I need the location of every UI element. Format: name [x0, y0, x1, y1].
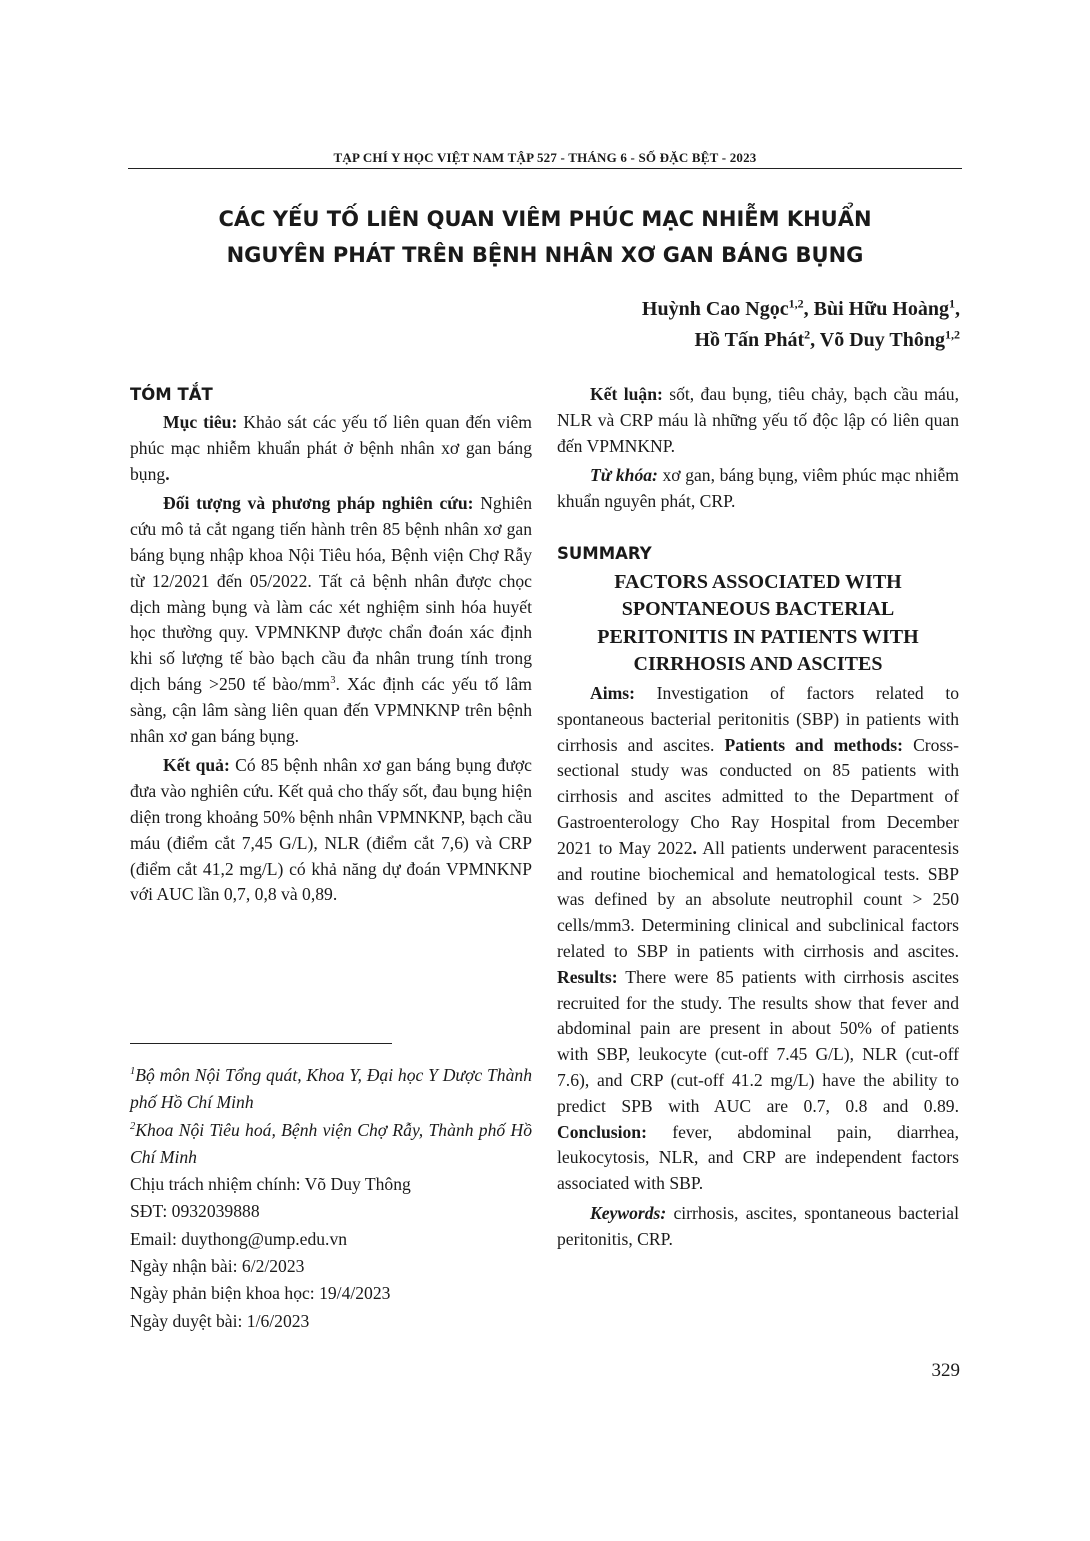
- corresponding-author: Chịu trách nhiệm chính: Võ Duy Thông: [130, 1174, 411, 1195]
- author-name: Hồ Tấn Phát: [694, 329, 805, 351]
- author-name: Huỳnh Cao Ngọc: [641, 298, 789, 320]
- abstract-aims: [130, 410, 532, 487]
- methods-label: Đối tượng và phương pháp nghiên cứu:: [163, 493, 474, 514]
- footnotes: [130, 1062, 532, 1335]
- methods-text: Nghiên cứu mô tả cắt ngang tiến hành trên 85 bệnh nhân xơ gan báng bụng nhập khoa Nội Tiêu hóa, Bệnh viện Chợ Rẫy từ 12/2021 đến 05/2022. Tất cả bệnh nhân được chọc dịch màng bụng và làm các xét nghiệm sinh hóa huyết học thường quy. VPMNKNP được chẩn đoán xác định khi số lượng tế bào bạch cầu đa nhân trung tính trong dịch báng >250 tế bào/mm: [130, 493, 532, 694]
- keywords-label-vi: Từ khóa:: [590, 465, 658, 486]
- aims-label-en: Aims:: [590, 682, 635, 703]
- aims-text: Khảo sát các yếu tố liên quan đến viêm phúc mạc nhiễm khuẩn phát ở bệnh nhân xơ gan báng bụng: [130, 412, 532, 484]
- results-label: Kết quả:: [163, 755, 230, 776]
- author-separator: ,: [955, 298, 960, 320]
- author-separator: ,: [803, 298, 814, 320]
- conclusion-label-vi: Kết luận:: [590, 384, 663, 404]
- summary-body: [557, 681, 959, 1197]
- abstract-heading: TÓM TẮT: [130, 385, 213, 404]
- author-name: Võ Duy Thông: [819, 329, 945, 351]
- keywords-label-en: Keywords:: [590, 1202, 667, 1223]
- author-separator: ,: [810, 329, 820, 351]
- summary-title-line: SPONTANEOUS BACTERIAL: [621, 598, 895, 621]
- abstract-results: [130, 753, 532, 908]
- author-affiliation: 1,2: [945, 327, 960, 342]
- accepted-date: Ngày duyệt bài: 1/6/2023: [130, 1310, 310, 1331]
- affiliation-2: [130, 1117, 532, 1172]
- author-affiliation: 1: [949, 296, 955, 311]
- footnote-rule: [130, 1043, 392, 1044]
- author-name: Bùi Hữu Hoàng: [813, 298, 949, 320]
- article-title: [128, 201, 962, 273]
- received-date: Ngày nhận bài: 6/2/2023: [130, 1256, 305, 1277]
- methods-dot-en: .: [692, 837, 697, 858]
- aims-text-en: Investigation of factors related to spontaneous bacterial peritonitis (SBP) in patients with cirrhosis and ascites.: [557, 682, 959, 755]
- methods-text-en-2: All patients underwent paracentesis and routine biochemical and hematological tests. SBP was defined by an absolute neutrophil count > 250 cells/mm3. Determining clinical and subclinical factors related to SBP in patients with cirrhosis and ascites.: [557, 837, 959, 961]
- methods-text-2: . Xác định các yếu tố lâm sàng, cận lâm sàng liên quan đến VPMNKNP trên bệnh nhân xơ gan báng bụng.: [130, 673, 532, 746]
- methods-label-en: Patients and methods:: [724, 734, 903, 755]
- results-text-en: There were 85 patients with cirrhosis ascites recruited for the study. The results show that fever and abdominal pain are present in about 50% of patients with SBP, leukocyte (cut-off 7.45 G/L), NLR (cut-off 7.6), and CRP (cut-off 41.2 mg/L) have the ability to predict SPB with AUC are 0.7, 0.8 and 0.89.: [557, 966, 959, 1116]
- affiliation-1-text: Bộ môn Nội Tổng quát, Khoa Y, Đại học Y Dược Thành phố Hồ Chí Minh: [130, 1065, 532, 1113]
- results-text: Có 85 bệnh nhân xơ gan báng bụng được đưa vào nghiên cứu. Kết quả cho thấy sốt, đau bụng hiện diện trong khoảng 50% bệnh nhân VPMNKNP, bạch cầu máu (điểm cắt 7,45 G/L), NLR (điểm cắt 7,6) và CRP (điểm cắt 41,2 mg/L) có khả năng dự đoán VPMNKNP với AUC lần 0,7, 0,8 và 0,89.: [130, 755, 532, 905]
- methods-text-en: Cross-sectional study was conducted on 85 patients with cirrhosis and ascites admitted to the Department of Gastroenterology Cho Ray Hospital from December 2021 to May 2022: [557, 734, 960, 858]
- author-affiliation: 2: [804, 327, 811, 342]
- title-line-1: CÁC YẾU TỐ LIÊN QUAN VIÊM PHÚC MẠC NHIỄM KHUẨN: [218, 207, 872, 231]
- summary-heading: SUMMARY: [557, 543, 652, 563]
- title-line-2: NGUYÊN PHÁT TRÊN BỆNH NHÂN XƠ GAN BÁNG BỤNG: [226, 243, 864, 267]
- author-line-2: [642, 325, 960, 356]
- abstract-methods: [130, 491, 532, 749]
- abstract-keywords: [557, 463, 959, 515]
- header-rule: [128, 168, 962, 169]
- page-number: 329: [931, 1360, 960, 1381]
- conclusion-label-en: Conclusion:: [557, 1121, 647, 1142]
- affiliation-1: [130, 1062, 532, 1117]
- summary-keywords: [557, 1201, 959, 1253]
- phone: SĐT: 0932039888: [130, 1201, 260, 1222]
- keywords-text-vi: xơ gan, báng bụng, viêm phúc mạc nhiễm khuẩn nguyên phát, CRP.: [557, 465, 959, 512]
- conclusion-text-en: fever, abdominal pain, diarrhea, leukocytosis, NLR, and CRP are independent factors associated with SBP.: [557, 1121, 959, 1194]
- abstract-conclusion: [557, 382, 959, 459]
- running-head: TẠP CHÍ Y HỌC VIỆT NAM TẬP 527 - THÁNG 6 - SỐ ĐẶC BỆT - 2023: [333, 150, 757, 165]
- author-line-1: [642, 294, 960, 325]
- methods-sup: 3: [330, 675, 336, 687]
- affiliation-1-number: 1: [130, 1066, 136, 1078]
- summary-title: [557, 569, 959, 679]
- left-column: [130, 382, 532, 908]
- aims-end: .: [165, 463, 170, 484]
- right-column: [557, 382, 959, 1253]
- author-affiliation: 1,2: [788, 296, 804, 311]
- email: Email: duythong@ump.edu.vn: [130, 1228, 348, 1249]
- conclusion-text-vi: sốt, đau bụng, tiêu chảy, bạch cầu máu, NLR và CRP máu là những yếu tố độc lập có liên quan đến VPMNKNP.: [557, 384, 959, 456]
- author-list: [642, 294, 960, 356]
- affiliation-2-number: 2: [130, 1120, 136, 1132]
- keywords-text-en: cirrhosis, ascites, spontaneous bacterial peritonitis, CRP.: [557, 1202, 959, 1249]
- results-label-en: Results:: [557, 966, 618, 987]
- summary-title-line: CIRRHOSIS AND ASCITES: [633, 653, 883, 676]
- aims-label: Mục tiêu:: [163, 412, 238, 432]
- reviewed-date: Ngày phản biện khoa học: 19/4/2023: [130, 1283, 391, 1304]
- summary-title-line: PERITONITIS IN PATIENTS WITH: [597, 625, 919, 648]
- summary-title-line: FACTORS ASSOCIATED WITH: [614, 570, 902, 593]
- affiliation-2-text: Khoa Nội Tiêu hoá, Bệnh viện Chợ Rẫy, Thành phố Hồ Chí Minh: [130, 1119, 532, 1167]
